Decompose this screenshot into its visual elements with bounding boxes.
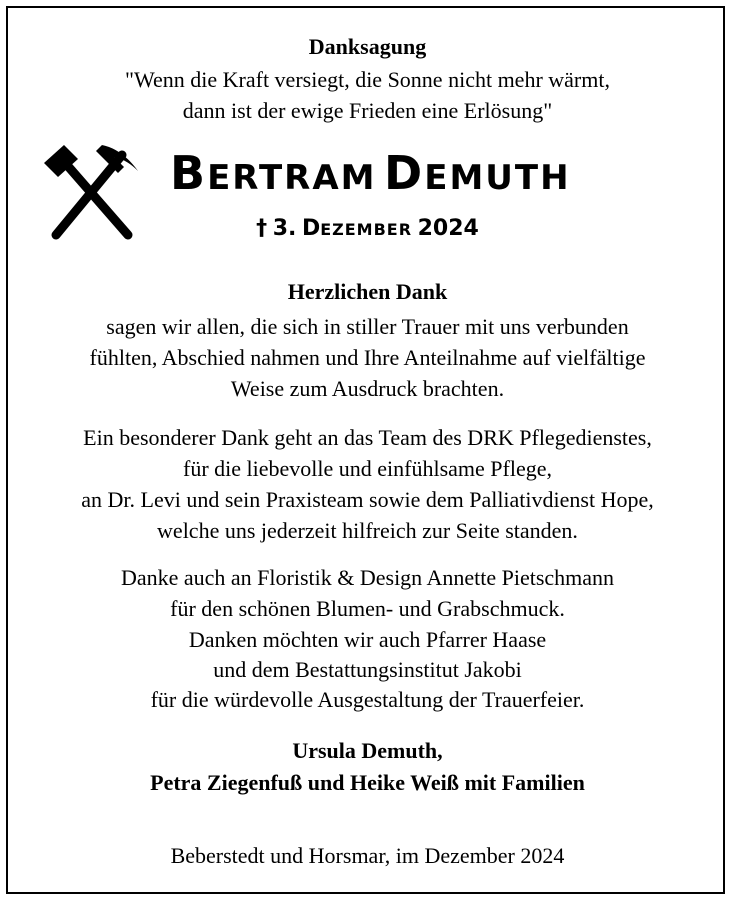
quote-line-2: dann ist der ewige Frieden eine Erlösung" [182, 98, 553, 123]
thanks-p2-line-2: für die liebevolle und einfühlsame Pflege, [183, 456, 552, 481]
thanks-p3-line-4: und dem Bestattungsinstitut Jakobi [213, 657, 522, 682]
thanks-p2-line-1: Ein besonderer Dank geht an das Team des DRK Pflegedienstes, [83, 425, 652, 450]
quote-line-1: "Wenn die Kraft versiegt, die Sonne nicht mehr wärmt, [125, 67, 610, 92]
thanks-p3-line-1: Danke auch an Floristik & Design Annette Pietschmann [120, 565, 615, 590]
thanks-p3-line-2: für den schönen Blumen- und Grabschmuck. [170, 596, 565, 621]
signature-line-1: Ursula Demuth, [292, 738, 443, 763]
death-month-rest: EZEMBER [320, 220, 413, 239]
signature-line-2: Petra Ziegenfuß und Heike Weiß mit Familien [150, 770, 585, 795]
deceased-name [170, 146, 571, 200]
thanks-p1-line-3: Weise zum Ausdruck brachten. [230, 376, 505, 401]
place-and-date: Beberstedt und Horsmar, im Dezember 2024 [170, 843, 565, 868]
thanks-p2-line-3: an Dr. Levi und sein Praxisteam sowie dem Palliativdienst Hope, [81, 487, 654, 512]
death-month-initial: D [301, 216, 321, 241]
thanks-p3-line-5: für die würdevolle Ausgestaltung der Trauerfeier. [150, 687, 585, 712]
death-day: 3. [272, 216, 297, 241]
thanks-p2-line-4: welche uns jederzeit hilfreich zur Seite standen. [157, 518, 578, 543]
thanks-p3-line-3: Danken möchten wir auch Pfarrer Haase [188, 627, 547, 652]
thanks-heading: Herzlichen Dank [287, 279, 448, 304]
death-year: 2024 [417, 216, 479, 241]
last-name-initial: D [384, 146, 425, 200]
death-cross: † [256, 216, 268, 241]
first-name-initial: B [170, 146, 208, 200]
last-name-rest: EMUTH [424, 158, 571, 198]
thanks-p1-line-1: sagen wir allen, die sich in stiller Trauer mit uns verbunden [106, 314, 629, 339]
death-date [0, 216, 735, 241]
first-name-rest: ERTRAM [207, 158, 377, 198]
thanks-p1-line-2: fühlten, Abschied nahmen und Ihre Anteilnahme auf vielfältige [89, 345, 646, 370]
notice-title: Danksagung [308, 34, 427, 59]
